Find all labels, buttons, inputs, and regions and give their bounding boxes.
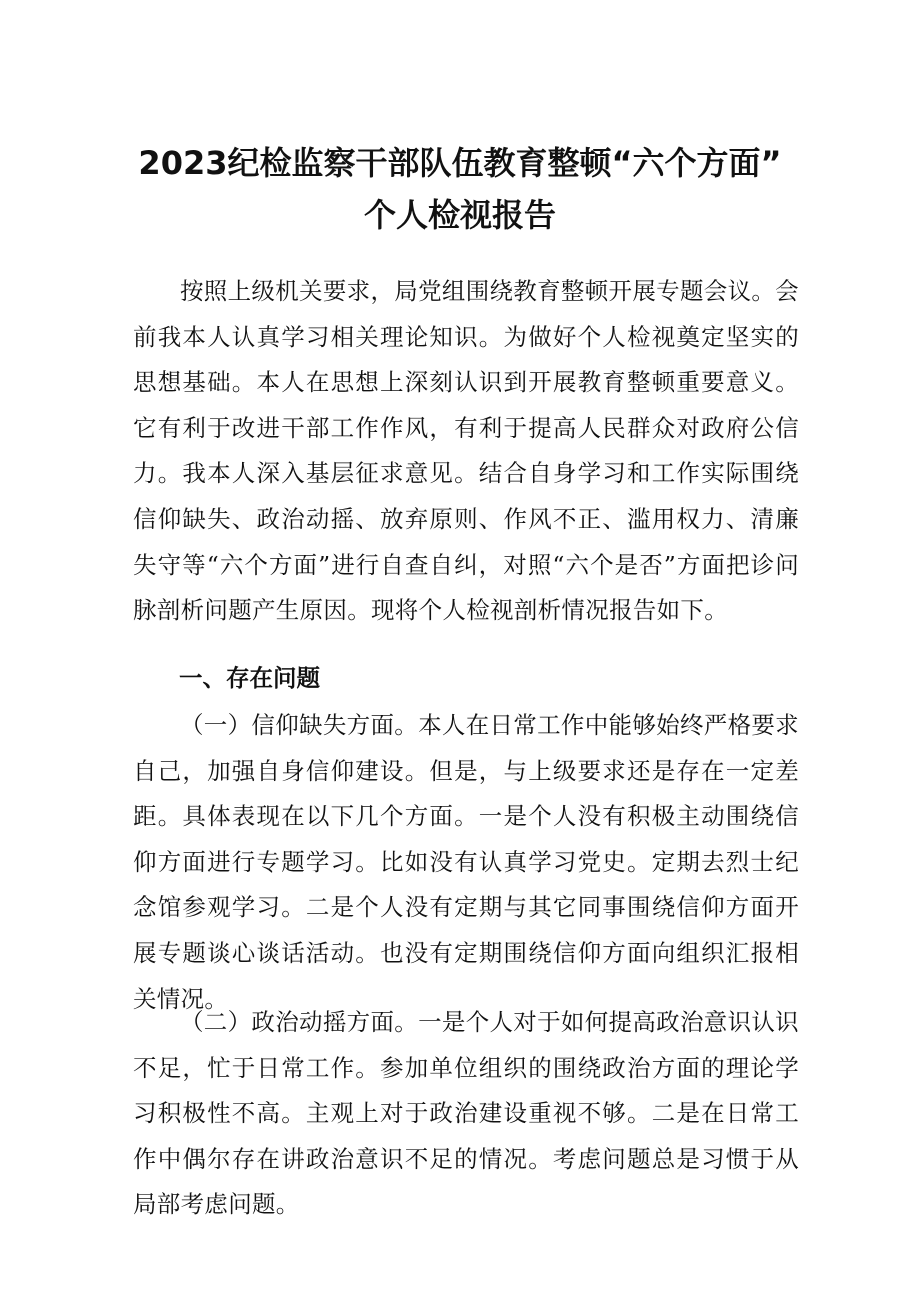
section-1-item-1-block [133, 703, 799, 1022]
section-heading-problems: 一、存在问题 [179, 664, 320, 692]
document-title-line-1: 2023纪检监察干部队伍教育整顿“六个方面” [138, 144, 782, 182]
intro-block [133, 269, 799, 634]
section-1-item-2-paragraph: （二）政治动摇方面。一是个人对于如何提高政治意识认识不足，忙于日常工作。参加单位组织的围绕政治方面的理论学习积极性不高。主观上对于政治建设重视不够。二是在日常工作中偶尔存在讲政治意识不足的情况。考虑问题总是习惯于从局部考虑问题。 [133, 1008, 799, 1219]
intro-paragraph: 按照上级机关要求，局党组围绕教育整顿开展专题会议。会前我本人认真学习相关理论知识。为做好个人检视奠定坚实的思想基础。本人在思想上深刻认识到开展教育整顿重要意义。它有利于改进干部工作作风，有利于提高人民群众对政府公信力。我本人深入基层征求意见。结合自身学习和工作实际围绕信仰缺失、政治动摇、放弃原则、作风不正、滥用权力、清廉失守等“六个方面”进行自查自纠，对照“六个是否”方面把诊问脉剖析问题产生原因。现将个人检视剖析情况报告如下。 [133, 277, 799, 625]
section-1-item-2-block [133, 1000, 799, 1228]
document-title-line-2: 个人检视报告 [363, 196, 556, 234]
section-1-item-1-paragraph: （一）信仰缺失方面。本人在日常工作中能够始终严格要求自己，加强自身信仰建设。但是，与上级要求还是存在一定差距。具体表现在以下几个方面。一是个人没有积极主动围绕信仰方面进行专题学习。比如没有认真学习党史。定期去烈士纪念馆参观学习。二是个人没有定期与其它同事围绕信仰方面开展专题谈心谈话活动。也没有定期围绕信仰方面向组织汇报相关情况。 [133, 711, 799, 1013]
